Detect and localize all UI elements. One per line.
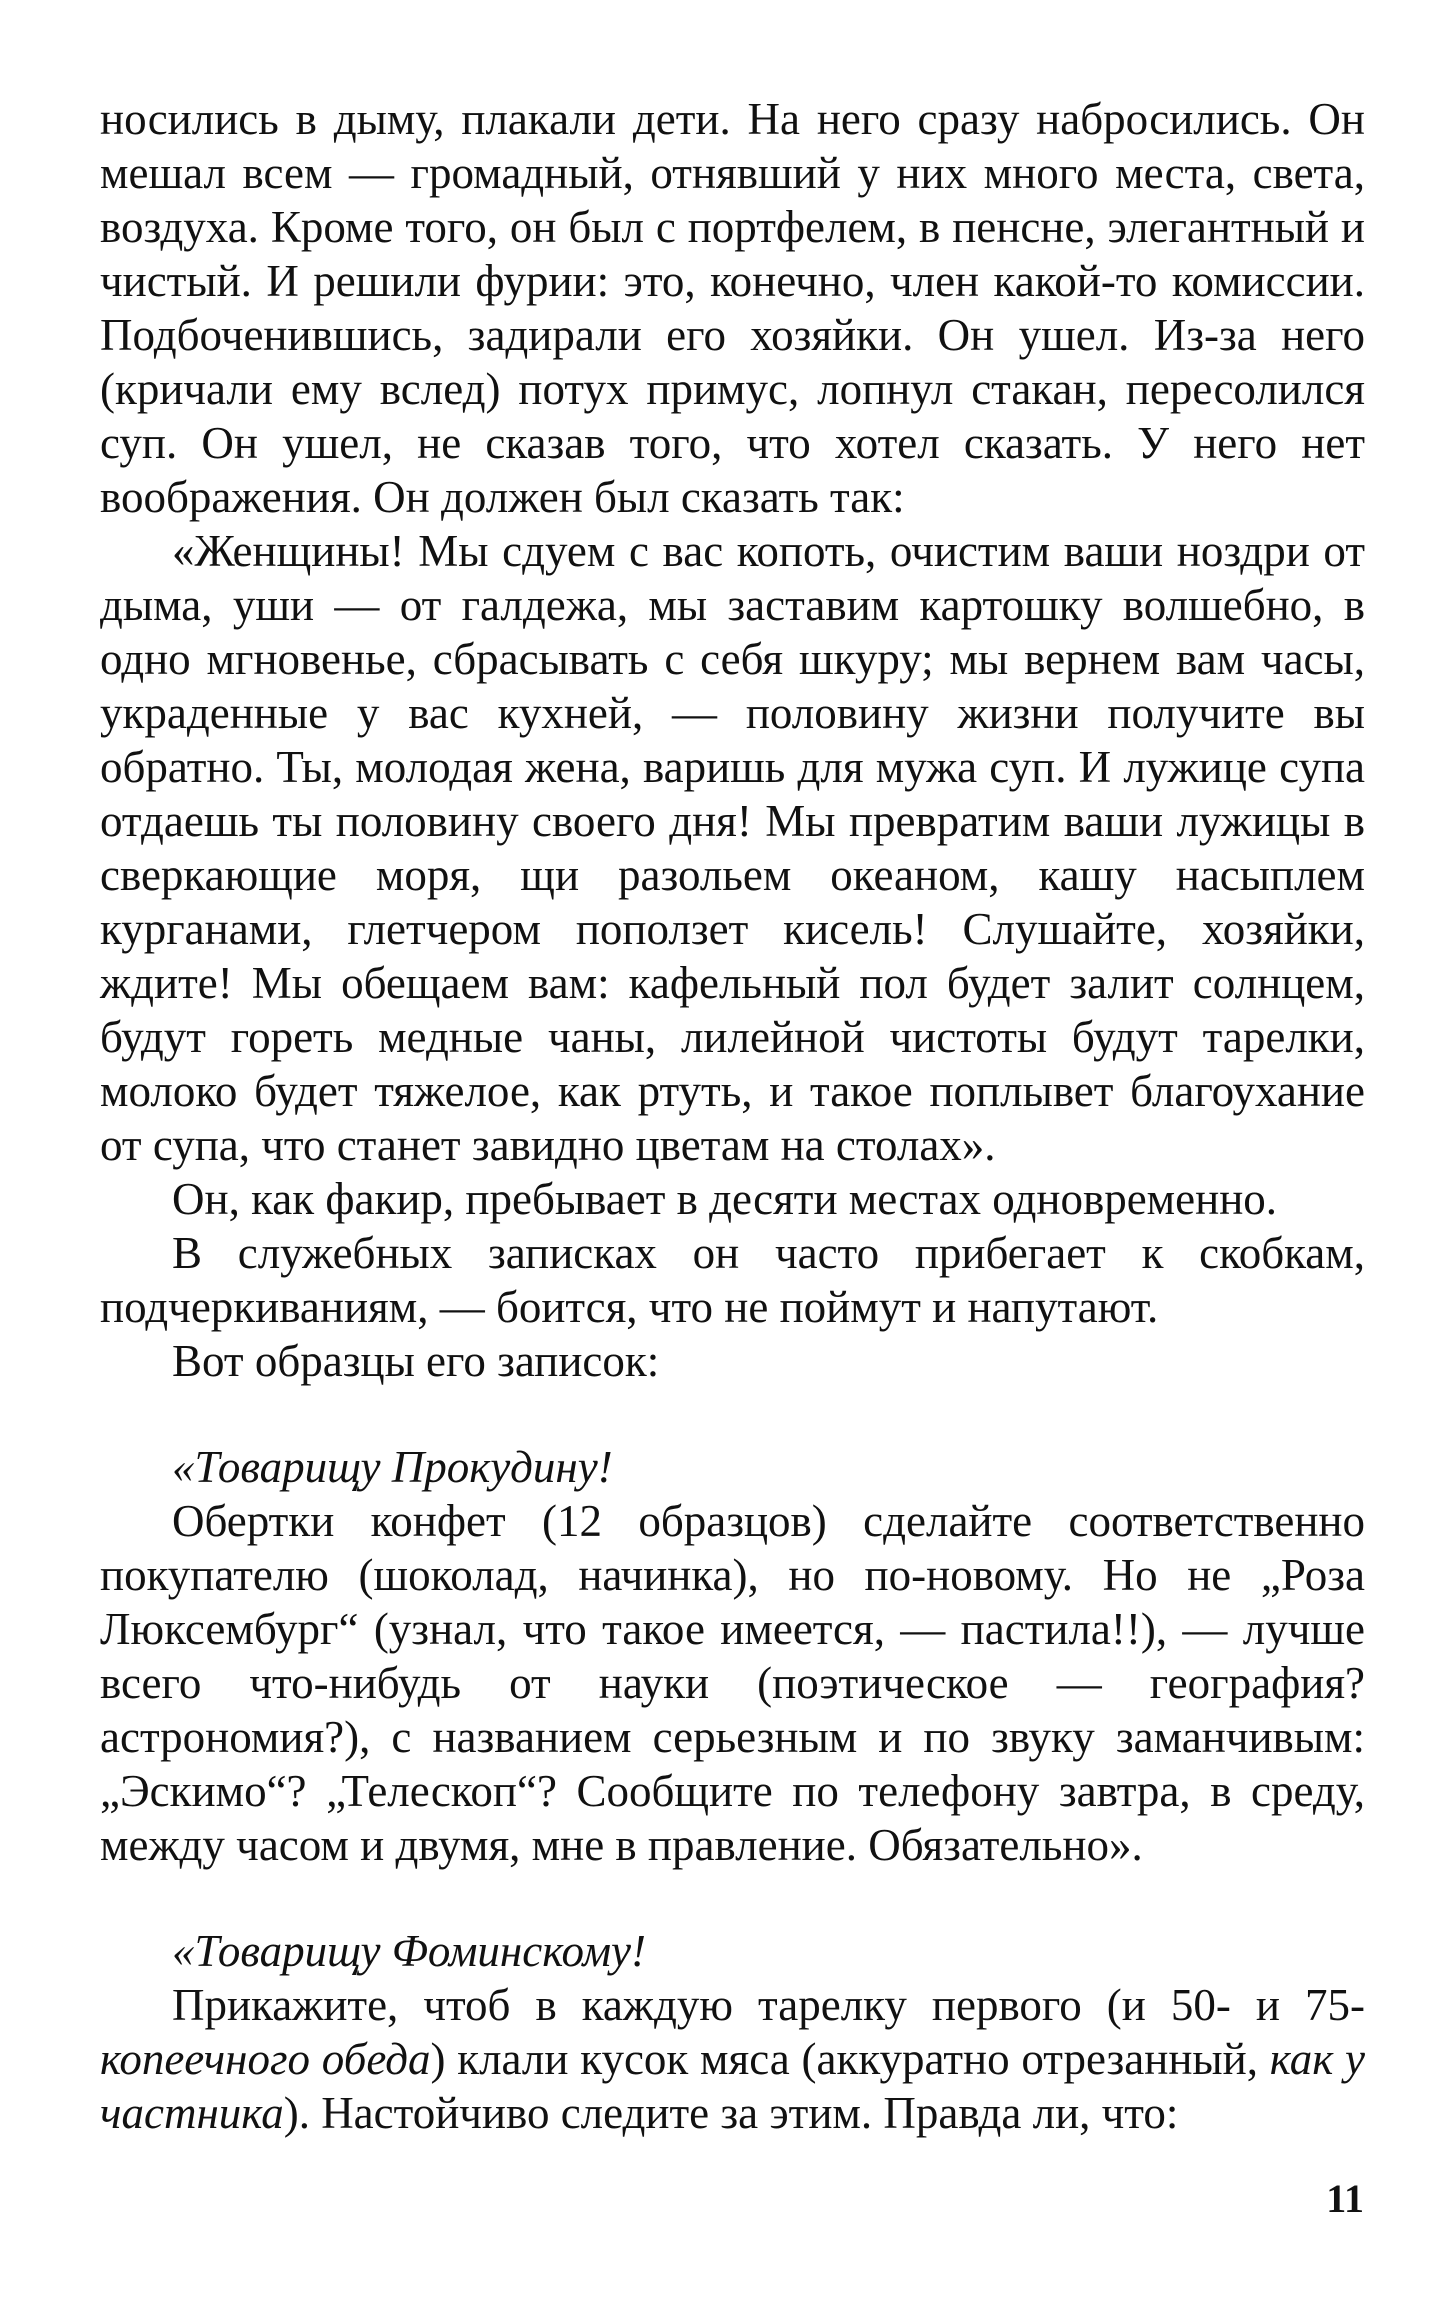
section-spacer [100,1388,1365,1440]
note-body-start: Прикажите, чтоб в каждую тарелку первого (и 50- и 75- [172,1980,1365,2030]
note-addressee-fominsky: «Товарищу Фоминскому! [172,1926,647,1976]
note-body-fominsky [100,1978,1365,2140]
note-addressee-prokudin: «Товарищу Прокудину! [172,1442,613,1492]
paragraph-fakir: Он, как факир, пребывает в десяти местах одновременно. [172,1174,1278,1224]
book-page [100,92,1365,2140]
note-body-italic-lunch: копеечного обеда [100,2034,431,2084]
page-number: 11 [1326,2176,1364,2221]
note-body-italic-private-trader: как у частника [100,2034,1366,2138]
paragraph-fury-scene: носились в дыму, плакали дети. На него сразу набросились. Он мешал всем — громадный, отнявший у них много места, света, воздуха. Кроме того, он был с портфелем, в пенсне, элегантный и чистый. И решили фурии: это, конечно, член какой-то комиссии. Подбоченившись, задирали его хозяйки. Он ушел. Из-за него (кричали ему вслед) потух примус, лопнул стакан, пересолился суп. Он ушел, не сказав того, что хотел сказать. У него нет воображения. Он должен был сказать так: [100,94,1365,522]
paragraph-memos: В служебных записках он часто прибегает к скобкам, подчеркиваниям, — боится, что не поймут и напутают. [100,1228,1365,1332]
paragraph-examples-intro: Вот образцы его записок: [172,1336,660,1386]
note-body-end: ). Настойчиво следите за этим. Правда ли, что: [283,2088,1179,2138]
paragraph-speech-to-women: «Женщины! Мы сдуем с вас копоть, очистим ваши ноздри от дыма, уши — от галдежа, мы заставим картошку волшебно, в одно мгновенье, сбрасывать с себя шкуру; мы вернем вам часы, украденные у вас кухней, — половину жизни получите вы обратно. Ты, молодая жена, варишь для мужа суп. И лужице супа отдаешь ты половину своего дня! Мы превратим ваши лужицы в сверкающие моря, щи разольем океаном, кашу насыплем курганами, глетчером поползет кисель! Слушайте, хозяйки, ждите! Мы обещаем вам: кафельный пол будет залит солнцем, будут гореть медные чаны, лилейной чистоты будут тарелки, молоко будет тяжелое, как ртуть, и такое поплывет благоухание от супа, что станет завидно цветам на столах». [100,526,1365,1170]
note-body-prokudin: Обертки конфет (12 образцов) сделайте соответственно покупателю (шоколад, начинка), но по-новому. Но не „Роза Люксембург“ (узнал, что такое имеется, — пастила!!), — лучше всего что-нибудь от науки (поэтическое — география? астрономия?), с названием серьезным и по звуку заманчивым: „Эскимо“? „Телескоп“? Сообщите по телефону завтра, в среду, между часом и двумя, мне в правление. Обязательно». [100,1496,1365,1870]
note-body-middle: ) клали кусок мяса (аккуратно отрезанный, [430,2034,1270,2084]
section-spacer [100,1872,1365,1924]
